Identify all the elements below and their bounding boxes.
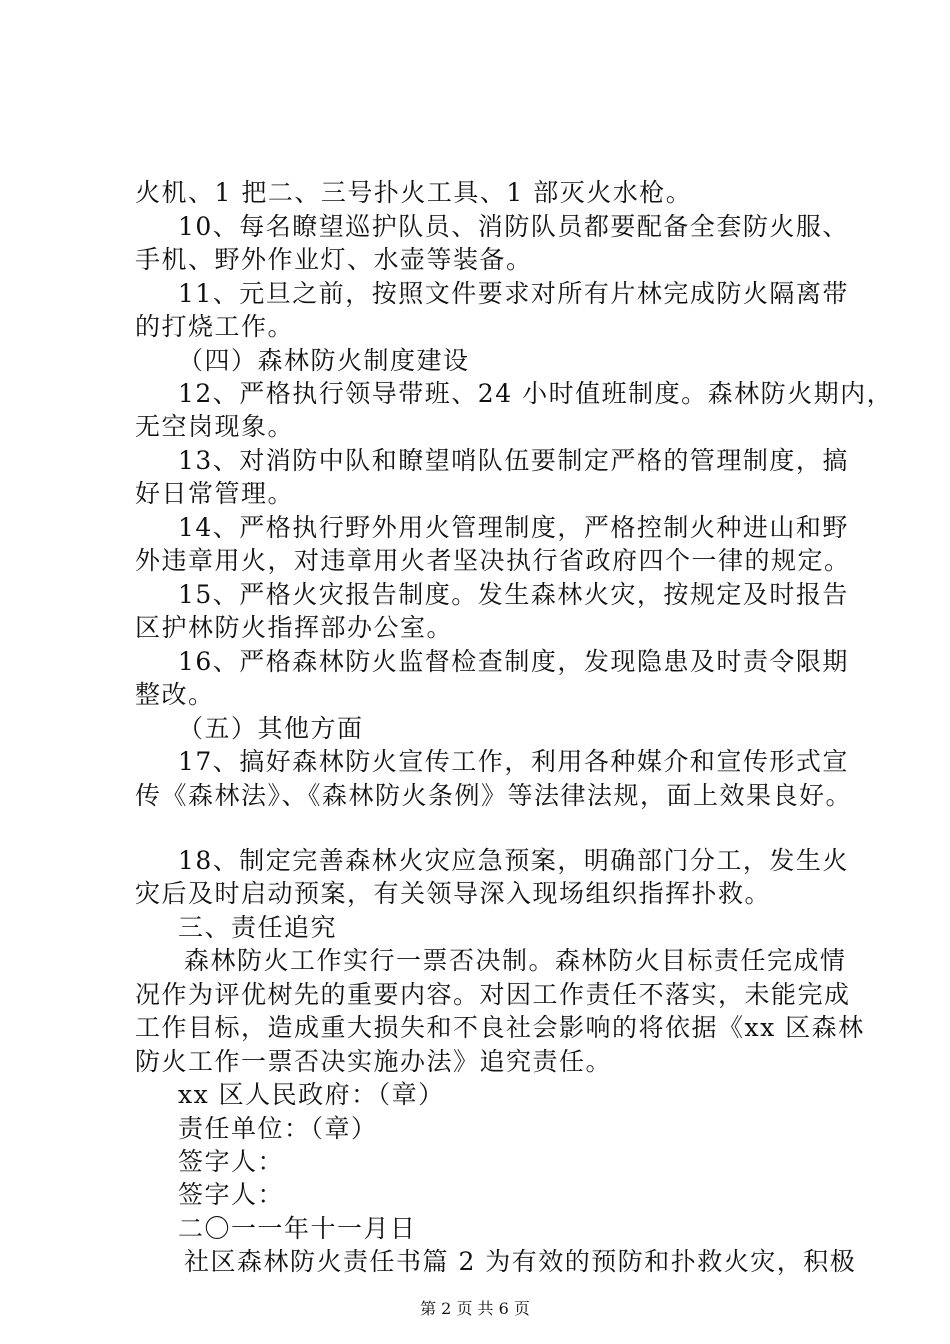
text-line: 社区森林防火责任书篇 2 为有效的预防和扑救火灾，积极 bbox=[184, 1247, 857, 1276]
signature-unit: 责任单位：（章） bbox=[178, 1114, 378, 1143]
text-line: 手机、野外作业灯、水壶等装备。 bbox=[135, 245, 533, 274]
text-line: 无空岗现象。 bbox=[135, 412, 295, 441]
section-heading: （五）其他方面 bbox=[178, 714, 364, 743]
text-line: 11、元旦之前，按照文件要求对所有片林完成防火隔离带 bbox=[178, 279, 849, 308]
text-line: 灾后及时启动预案，有关领导深入现场组织指挥扑救。 bbox=[135, 879, 772, 908]
document-date: 二〇一一年十一月日 bbox=[178, 1214, 417, 1243]
text-line: 整改。 bbox=[135, 680, 215, 709]
text-line: 14、严格执行野外用火管理制度，严格控制火种进山和野 bbox=[178, 513, 849, 542]
text-line: 13、对消防中队和瞭望哨队伍要制定严格的管理制度，搞 bbox=[178, 446, 849, 475]
text-line: 12、严格执行领导带班、24 小时值班制度。森林防火期内， bbox=[178, 379, 894, 408]
text-line: 外违章用火，对违章用火者坚决执行省政府四个一律的规定。 bbox=[135, 546, 851, 575]
text-line: 传《森林法》、《森林防火条例》等法律法规，面上效果良好。 bbox=[135, 781, 853, 810]
text-line: 区护林防火指挥部办公室。 bbox=[135, 613, 454, 642]
section-heading: 三、责任追究 bbox=[178, 913, 338, 942]
text-line: 18、制定完善森林火灾应急预案，明确部门分工，发生火 bbox=[178, 846, 849, 875]
signature-government: xx 区人民政府：（章） bbox=[178, 1080, 445, 1109]
text-line: 的打烧工作。 bbox=[135, 312, 295, 341]
text-line: 17、搞好森林防火宣传工作，利用各种媒介和宣传形式宣 bbox=[178, 747, 849, 776]
text-line: 森林防火工作实行一票否决制。森林防火目标责任完成情 bbox=[184, 946, 847, 975]
text-line: 况作为评优树先的重要内容。对因工作责任不落实，未能完成 bbox=[135, 980, 851, 1009]
signatory-line: 签字人： bbox=[178, 1180, 285, 1209]
text-line: 火机、1 把二、三号扑火工具、1 部灭火水枪。 bbox=[135, 178, 693, 207]
section-heading: （四）森林防火制度建设 bbox=[178, 346, 470, 375]
text-line: 15、严格火灾报告制度。发生森林火灾，按规定及时报告 bbox=[178, 580, 849, 609]
text-line: 10、每名瞭望巡护队员、消防队员都要配备全套防火服、 bbox=[178, 212, 849, 241]
page-footer: 第 2 页 共 6 页 bbox=[420, 1299, 530, 1318]
text-line: 16、严格森林防火监督检查制度，发现隐患及时责令限期 bbox=[178, 647, 849, 676]
text-line: 防火工作一票否决实施办法》追究责任。 bbox=[135, 1047, 613, 1076]
text-line: 好日常管理。 bbox=[135, 479, 295, 508]
text-line: 工作目标，造成重大损失和不良社会影响的将依据《xx 区森林 bbox=[135, 1013, 865, 1042]
signatory-line: 签字人： bbox=[178, 1147, 285, 1176]
